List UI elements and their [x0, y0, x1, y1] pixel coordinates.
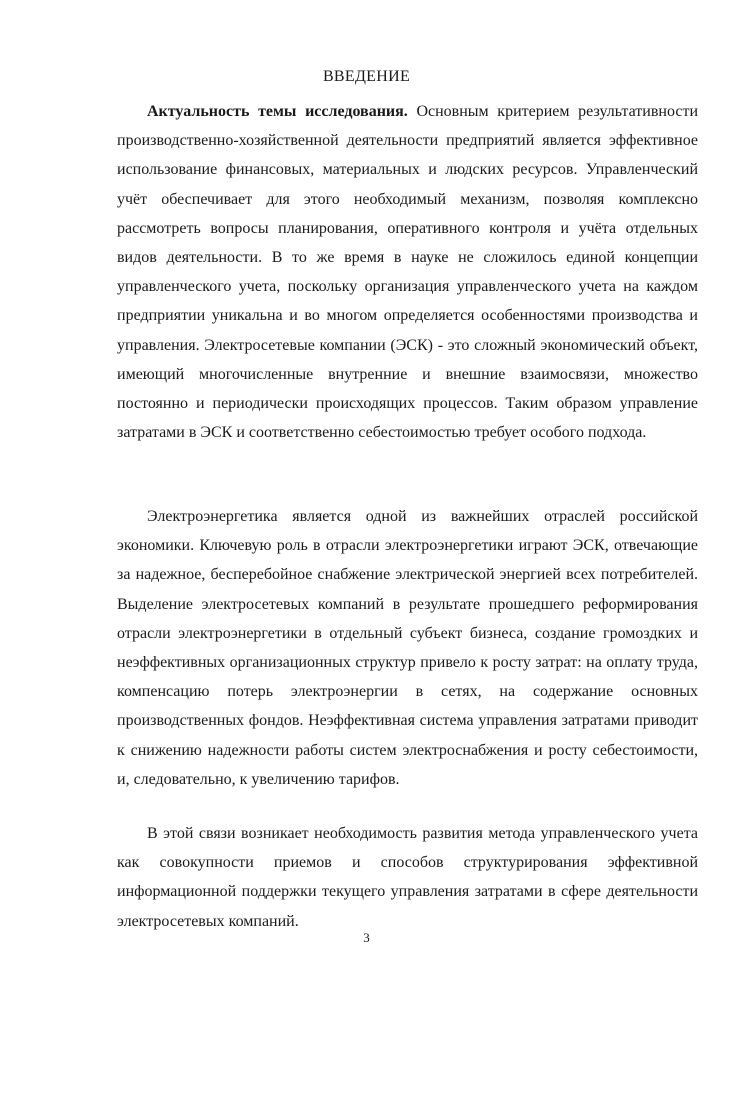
paragraph-method-need: В этой связи возникает необходимость развития метода управленческого учета как совокупности приемов и способов структурирования эффективной информационной поддержки текущего управления затратами в сфере деятельности электросетевых компаний. — [117, 825, 698, 930]
page-number: 3 — [363, 930, 370, 945]
paragraph-electric-power: Электроэнергетика является одной из важнейших отраслей российской экономики. Ключевую роль в отрасли электроэнергетики играют ЭСК, отвечающие за надежное, бесперебойное снабжение электрической энергией всех потребителей. Выделение электросетевых компаний в результате прошедшего реформирования отрасли электроэнергетики в отдельный субъект бизнеса, создание громоздких и неэффективных организационных структур привело к росту затрат: на оплату труда, компенсацию потерь электроэнергии в сетях, на содержание основных производственных фондов. Неэффективная система управления затратами приводит к снижению надежности работы систем электроснабжения и росту себестоимости, и, следовательно, к увеличению тарифов. — [117, 508, 698, 788]
page-title: ВВЕДЕНИЕ — [322, 68, 411, 85]
paragraph-lead: Актуальность темы исследования. — [147, 103, 408, 120]
paragraph-relevance — [117, 97, 698, 447]
paragraph-text: Основным критерием результативности производственно-хозяйственной деятельности предприятий является эффективное использование финансовых, материальных и людских ресурсов. Управленческий учёт обеспечивает для этого необходимый механизм, позволяя комплексно рассмотреть вопросы планирования, оперативного контроля и учёта отдельных видов деятельности. В то же время в науке не сложилось единой концепции управленческого учета, поскольку организация управленческого учета на каждом предприятии уникальна и во многом определяется особенностями производства и управления. Электросетевые компании (ЭСК) - это сложный экономический объект, имеющий многочисленные внутренние и внешние взаимосвязи, множество постоянно и периодически происходящих процессов. Таким образом управление затратами в ЭСК и соответственно себестоимостью требует особого подхода. — [117, 103, 699, 442]
